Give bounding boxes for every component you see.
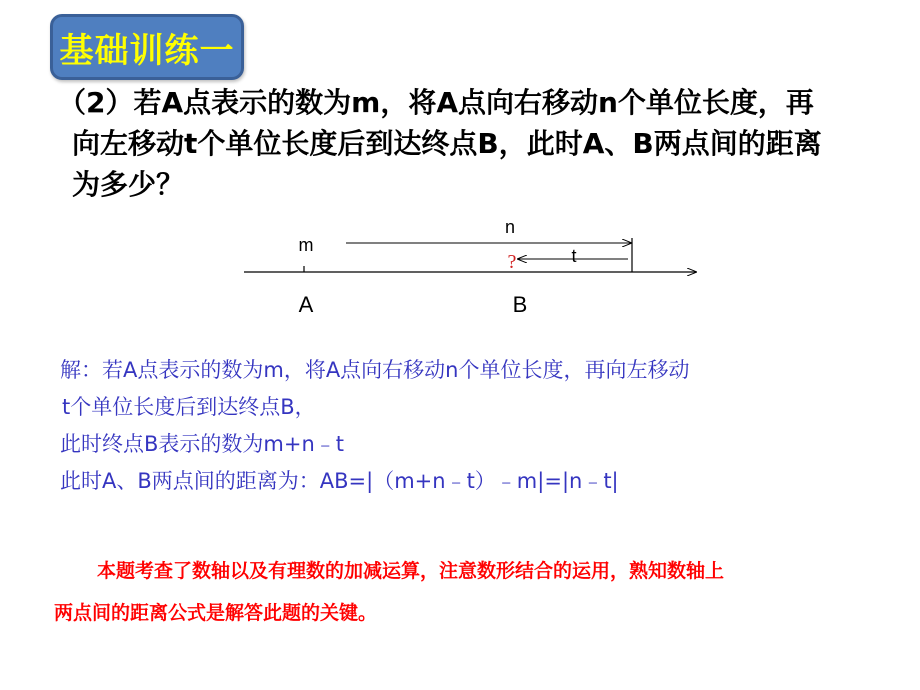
solution-line-4: 此时A、B两点间的距离为：AB=|（m+n﹣t）﹣m|=|n﹣t|: [60, 469, 619, 493]
question-line-3: 为多少？: [72, 168, 185, 201]
label-m: m: [298, 235, 314, 255]
label-a: A: [298, 292, 314, 317]
section-title: 基础训练一: [59, 30, 235, 71]
question-line-1: （2）若A点表示的数为m，将A点向右移动n个单位长度，再: [58, 86, 814, 119]
solution-line-1: 解：若A点表示的数为m，将A点向右移动n个单位长度，再向左移动: [60, 358, 690, 382]
analysis-note: [54, 550, 884, 634]
label-t: t: [571, 246, 577, 266]
label-n: n: [504, 217, 516, 237]
section-title-badge: [50, 14, 244, 80]
solution-line-3: 此时终点B表示的数为m+n﹣t: [60, 432, 345, 456]
question-text: [58, 82, 870, 205]
label-b: B: [512, 292, 528, 317]
solution-line-2: t个单位长度后到达终点B，: [62, 395, 316, 419]
note-line-2: 两点间的距离公式是解答此题的关键。: [54, 602, 378, 624]
question-line-2: 向左移动t个单位长度后到达终点B，此时A、B两点间的距离: [72, 127, 822, 160]
solution-text: [60, 352, 860, 500]
label-question-mark: ?: [507, 251, 517, 273]
number-line-diagram: [236, 216, 716, 326]
note-line-1: 本题考查了数轴以及有理数的加减运算，注意数形结合的运用，熟知数轴上: [97, 560, 725, 582]
